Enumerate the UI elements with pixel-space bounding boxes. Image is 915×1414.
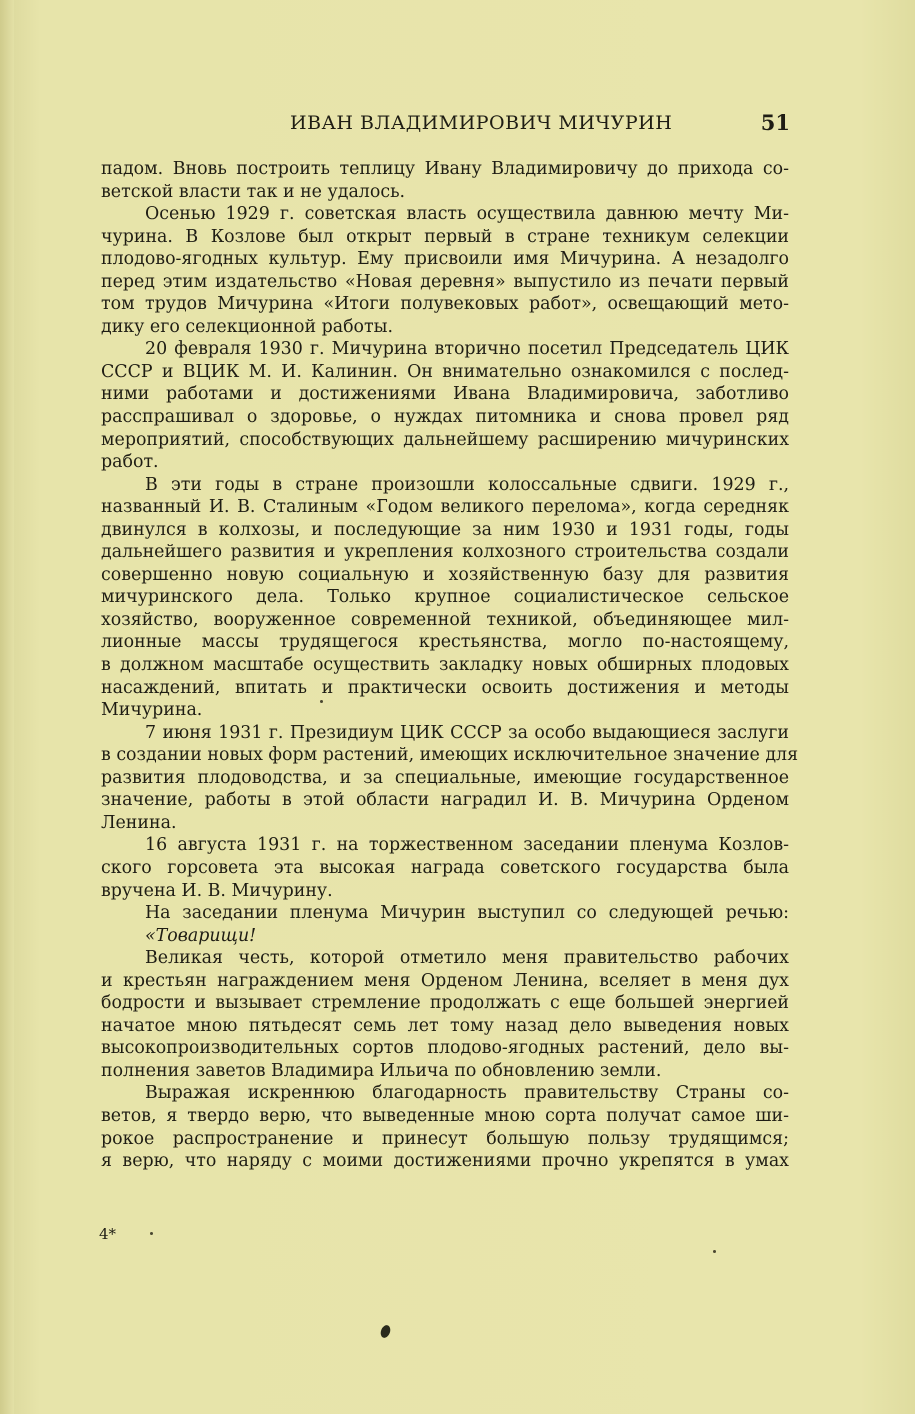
text-line: значение, работы в этой области наградил И. В. Мичурина Орденом bbox=[101, 790, 789, 811]
text-line: СССР и ВЦИК М. И. Калинин. Он внимательно ознакомился с послед- bbox=[101, 361, 789, 382]
text-line: рокое распространение и принесут большую пользу трудящимся; bbox=[101, 1128, 789, 1149]
text-line: мичуринского дела. Только крупное социалистическое сельское bbox=[101, 587, 789, 608]
text-line: Ленина. bbox=[101, 812, 177, 833]
text-line: ветской власти так и не удалось. bbox=[101, 181, 406, 202]
text-line: перед этим издательство «Новая деревня» выпустило из печати первый bbox=[101, 271, 789, 292]
page-number: 51 bbox=[760, 110, 790, 135]
text-line: дику его селекционной работы. bbox=[101, 316, 394, 337]
text-line: начатое мною пятьдесят семь лет тому назад дело выведения новых bbox=[101, 1015, 789, 1036]
text-line: том трудов Мичурина «Итоги полувековых работ», освещающий мето- bbox=[101, 294, 789, 315]
text-line: я верю, что наряду с моими достижениями прочно укрепятся в умах bbox=[101, 1151, 789, 1172]
text-line: и крестьян награждением меня Орденом Ленина, вселяет в меня дух bbox=[101, 970, 789, 991]
text-line: хозяйство, вооруженное современной техникой, объединяющее мил- bbox=[101, 609, 789, 630]
ink-blot bbox=[379, 1324, 392, 1339]
text-line: работ. bbox=[101, 452, 159, 473]
text-line: чурина. В Козлове был открыт первый в стране техникум селекции bbox=[101, 226, 789, 247]
text-line: Осенью 1929 г. советская власть осуществила давнюю мечту Ми- bbox=[145, 204, 789, 225]
text-line: лионные массы трудящегося крестьянства, могло по-настоящему, bbox=[101, 632, 789, 653]
page-spine-shadow bbox=[0, 0, 14, 1414]
page-header bbox=[100, 110, 790, 140]
running-title: ИВАН ВЛАДИМИРОВИЧ МИЧУРИН bbox=[290, 112, 673, 134]
text-line: в создании новых форм растений, имеющих исключительное значение для bbox=[101, 745, 799, 766]
text-line: вручена И. В. Мичурину. bbox=[101, 880, 333, 901]
text-line: падом. Вновь построить теплицу Ивану Владимировичу до прихода со- bbox=[101, 159, 789, 179]
paper-speck bbox=[713, 1250, 716, 1253]
text-line: В эти годы в стране произошли колоссальные сдвиги. 1929 г., bbox=[145, 474, 789, 495]
text-line: плодово-ягодных культур. Ему присвоили имя Мичурина. А незадолго bbox=[101, 249, 789, 270]
text-line: двинулся в колхозы, и последующие за ним 1930 и 1931 годы, годы bbox=[101, 519, 789, 540]
text-line: мероприятий, способствующих дальнейшему расширению мичуринских bbox=[101, 429, 789, 450]
text-line: дальнейшего развития и укрепления колхозного строительства создали bbox=[101, 542, 789, 563]
text-line: 16 августа 1931 г. на торжественном заседании пленума Козлов- bbox=[145, 835, 789, 856]
text-line: Великая честь, которой отметило меня правительство рабочих bbox=[145, 948, 789, 969]
text-line: ветов, я твердо верю, что выведенные мною сорта получат самое ши- bbox=[101, 1105, 789, 1126]
text-line: ними работами и достижениями Ивана Владимировича, заботливо bbox=[101, 384, 789, 405]
text-line: развития плодоводства, и за специальные, имеющие государственное bbox=[101, 767, 789, 788]
text-line: насаждений, впитать и практически освоить достижения и методы bbox=[101, 677, 789, 698]
text-line: На заседании пленума Мичурин выступил со следующей речью: bbox=[145, 903, 789, 924]
text-line: в должном масштабе осуществить закладку новых обширных плодовых bbox=[101, 655, 789, 676]
text-line: 7 июня 1931 г. Президиум ЦИК СССР за особо выдающиеся заслуги bbox=[145, 722, 789, 743]
text-line: 20 февраля 1930 г. Мичурина вторично посетил Председатель ЦИК bbox=[145, 339, 789, 360]
text-line: расспрашивал о здоровье, о нуждах питомника и снова провел ряд bbox=[101, 407, 789, 428]
paper-speck bbox=[320, 700, 323, 703]
text-line: полнения заветов Владимира Ильича по обновлению земли. bbox=[101, 1060, 662, 1081]
text-line: Мичурина. bbox=[101, 700, 203, 721]
text-line: ского горсовета эта высокая награда советского государства была bbox=[101, 857, 789, 878]
text-line: Выражая искреннюю благодарность правительству Страны со- bbox=[145, 1083, 789, 1104]
signature-mark: 4* bbox=[99, 1225, 117, 1243]
text-line: бодрости и вызывает стремление продолжать с еще большей энергией bbox=[101, 993, 789, 1014]
body-text bbox=[101, 158, 799, 1173]
speech-salutation: «Товарищи! bbox=[145, 925, 257, 946]
text-line: совершенно новую социальную и хозяйственную базу для развития bbox=[101, 564, 789, 585]
text-line: названный И. В. Сталиным «Годом великого перелома», когда середняк bbox=[101, 497, 789, 518]
paper-speck bbox=[150, 1232, 153, 1235]
text-line: высокопроизводительных сортов плодово-ягодных растений, дело вы- bbox=[101, 1038, 789, 1059]
